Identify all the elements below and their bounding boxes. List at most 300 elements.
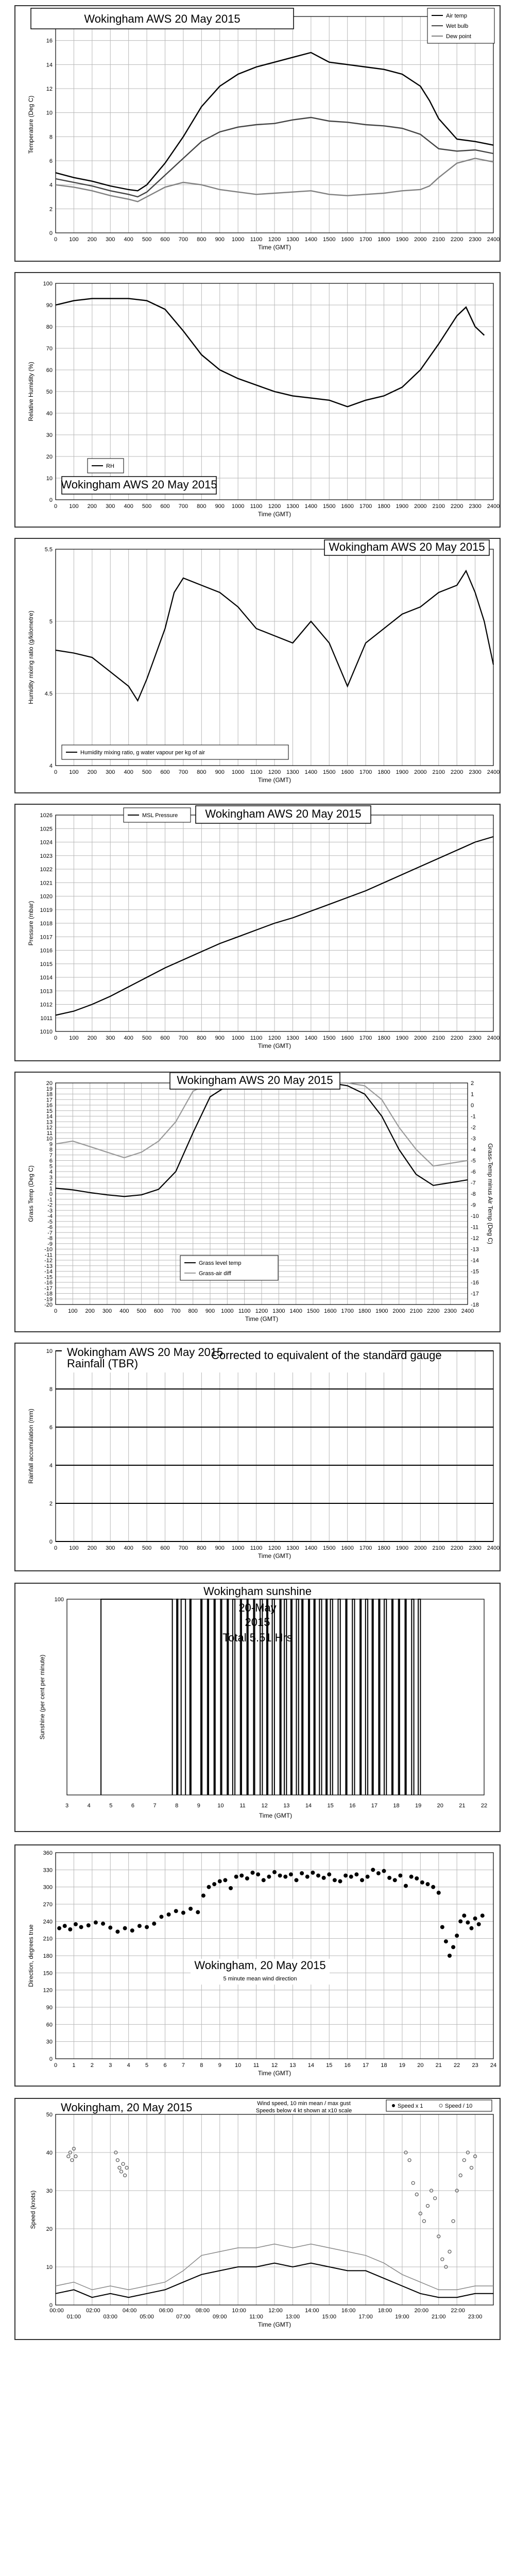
sunshine-bar: [372, 1599, 373, 1795]
low-speed-point: [422, 2219, 425, 2223]
chart-title-box: [31, 8, 294, 29]
x-tick-label: 0: [54, 769, 58, 775]
sunshine-chart: [15, 1584, 500, 1831]
y-tick-label: 10: [46, 476, 53, 482]
low-speed-point: [415, 2193, 418, 2196]
legend-label: Air temp: [446, 13, 467, 19]
x-tick-label: 2400: [487, 1035, 500, 1041]
y-tick-label: 12: [46, 1125, 53, 1131]
y-tick-label: 1023: [40, 853, 53, 859]
x-tick-label: 02:00: [86, 2308, 100, 2314]
y-tick-label: 0: [49, 230, 53, 236]
sunshine-bar: [384, 1599, 386, 1795]
x-tick-label: 7: [153, 1803, 157, 1809]
y-tick-label: 60: [46, 2022, 53, 2028]
x-tick-label: 12: [271, 2062, 278, 2069]
x-axis-label: Time (GMT): [258, 2070, 291, 2077]
y-tick-label: 1016: [40, 947, 53, 954]
y-tick-label: 5.5: [44, 547, 53, 553]
sunshine-bar: [331, 1599, 333, 1795]
direction-point: [305, 1875, 310, 1879]
x-tick-label: 700: [178, 503, 188, 510]
y-tick-label: 1014: [40, 975, 53, 981]
x-tick-label: 1400: [304, 769, 318, 775]
low-speed-point: [74, 2155, 77, 2158]
x-tick-label: 21: [435, 2062, 442, 2069]
y-tick-label: 100: [54, 1597, 64, 1603]
x-tick-label: 2400: [487, 769, 500, 775]
direction-point: [218, 1879, 222, 1884]
x-tick-label: 0: [54, 1545, 58, 1551]
x-tick-label: 1700: [359, 769, 372, 775]
x-tick-label: 700: [178, 1035, 188, 1041]
y-axis-label: Temperature (Deg C): [27, 95, 35, 154]
y-tick-label: -7: [47, 1230, 53, 1236]
y-tick-label: 330: [43, 1867, 53, 1874]
low-speed-point: [118, 2166, 121, 2170]
y-tick-label: 30: [46, 2039, 53, 2045]
direction-point: [283, 1875, 287, 1879]
y-tick-label: 90: [46, 2005, 53, 2011]
x-tick-label: 1300: [286, 503, 299, 510]
x-tick-label: 1200: [268, 1035, 281, 1041]
x-tick-label: 800: [197, 503, 207, 510]
y-tick-label: 5: [49, 619, 53, 625]
x-tick-label: 1600: [341, 1545, 354, 1551]
direction-point: [196, 1910, 200, 1914]
y-tick-label: -16: [44, 1280, 53, 1286]
y-tick-label: 300: [43, 1884, 53, 1891]
chart-title: Wokingham, 20 May 2015: [61, 2101, 193, 2114]
sunshine-bar: [253, 1599, 254, 1795]
low-speed-point: [411, 2181, 415, 2184]
direction-point: [466, 1921, 470, 1925]
x-tick-label: 1400: [304, 503, 318, 510]
chart-title-box: [324, 540, 489, 555]
x-tick-label: 11: [253, 2062, 260, 2069]
y-tick-label: 1026: [40, 812, 53, 819]
x-tick-label: 4: [87, 1803, 91, 1809]
y-tick-label: 4: [49, 763, 53, 769]
y-tick-label: 40: [46, 2150, 53, 2156]
y-tick-label: -12: [44, 1258, 53, 1264]
y-tick-label: 14: [46, 62, 53, 69]
x-tick-label: 200: [87, 769, 97, 775]
y-tick-label: -5: [47, 1218, 53, 1225]
y-tick-label: 70: [46, 346, 53, 352]
x-tick-label: 3: [65, 1803, 69, 1809]
x-tick-label: 08:00: [195, 2308, 210, 2314]
y-tick-label: 1020: [40, 893, 53, 900]
x-tick-label: 5: [109, 1803, 113, 1809]
sunshine-bar: [284, 1599, 286, 1795]
chart-title-box: [61, 477, 217, 494]
y2-tick-label: -8: [471, 1191, 476, 1197]
x-tick-label: 800: [197, 769, 207, 775]
y-tick-label: 4: [49, 1169, 53, 1175]
x-tick-label: 1200: [268, 1545, 281, 1551]
direction-point: [181, 1911, 185, 1915]
direction-point: [451, 1945, 455, 1949]
y2-tick-label: -7: [471, 1180, 476, 1187]
y-tick-label: 2: [49, 206, 53, 213]
legend: [427, 8, 494, 43]
sunshine-bar: [338, 1599, 340, 1795]
x-axis-label: Time (GMT): [245, 1315, 279, 1323]
x-tick-label: 1100: [250, 769, 263, 775]
y2-tick-label: -9: [471, 1202, 476, 1209]
y-tick-label: 10: [46, 1136, 53, 1142]
y-tick-label: 180: [43, 1953, 53, 1959]
x-tick-label: 1000: [231, 236, 245, 243]
x-tick-label: 2000: [414, 503, 427, 510]
x-tick-label: 20: [437, 1803, 443, 1809]
y2-tick-label: -15: [471, 1268, 479, 1275]
x-tick-label: 2200: [450, 769, 464, 775]
x-tick-label: 900: [215, 503, 225, 510]
sunshine-bar: [280, 1599, 281, 1795]
x-tick-label: 1500: [323, 769, 336, 775]
y-tick-label: 1015: [40, 961, 53, 968]
sunshine-bar: [346, 1599, 347, 1795]
x-tick-label: 800: [197, 236, 207, 243]
chart-title-box: [170, 1073, 340, 1089]
x-tick-label: 100: [69, 1035, 79, 1041]
x-tick-label: 1300: [272, 1308, 285, 1314]
direction-point: [393, 1878, 397, 1882]
y-tick-label: 18: [46, 1091, 53, 1098]
x-tick-label: 10: [217, 1803, 224, 1809]
y-tick-label: 1025: [40, 826, 53, 833]
direction-point: [278, 1873, 282, 1877]
x-tick-label: 300: [102, 1308, 112, 1314]
x-tick-label: 300: [106, 236, 115, 243]
sunshine-bar: [366, 1599, 368, 1795]
x-tick-label: 15:00: [322, 2314, 337, 2320]
sunshine-bar: [291, 1599, 292, 1795]
x-tick-label: 400: [124, 236, 133, 243]
y-tick-label: 4: [49, 1463, 53, 1469]
y2-tick-label: -1: [471, 1113, 476, 1120]
x-tick-label: 18: [381, 2062, 387, 2069]
y-tick-label: -13: [44, 1263, 53, 1269]
y-tick-label: 240: [43, 1919, 53, 1925]
x-tick-label: 8: [175, 1803, 179, 1809]
chart-subtitle: 5 minute mean wind direction: [223, 1976, 297, 1982]
x-tick-label: 1500: [323, 236, 336, 243]
x-tick-label: 04:00: [122, 2308, 137, 2314]
chart-title: Wokingham sunshine: [203, 1585, 312, 1598]
y-tick-label: 1013: [40, 988, 53, 995]
chart-title: Wokingham, 20 May 2015: [194, 1959, 326, 1972]
temperature-chart-panel: [14, 5, 501, 262]
x-tick-label: 1100: [250, 1035, 263, 1041]
legend: [62, 745, 288, 759]
x-tick-label: 1900: [396, 503, 409, 510]
x-tick-label: 03:00: [103, 2314, 118, 2320]
y2-tick-label: 1: [471, 1091, 474, 1098]
direction-point: [366, 1875, 370, 1879]
x-tick-label: 1700: [359, 236, 372, 243]
x-tick-label: 1400: [304, 236, 318, 243]
y2-tick-label: -12: [471, 1235, 479, 1242]
direction-point: [440, 1925, 444, 1929]
legend-label: Speed / 10: [445, 2103, 473, 2109]
grid: [56, 1351, 493, 1541]
y-tick-label: 50: [46, 2112, 53, 2118]
x-tick-label: 11:00: [249, 2314, 263, 2320]
y2-tick-label: -11: [471, 1224, 479, 1231]
x-tick-label: 600: [160, 769, 170, 775]
direction-point: [387, 1876, 391, 1880]
y-tick-label: 4.5: [44, 691, 53, 697]
legend-label: Wet bulb: [446, 23, 469, 29]
y-tick-label: -1: [47, 1196, 53, 1203]
x-tick-label: 2100: [432, 1035, 445, 1041]
direction-point: [437, 1891, 441, 1895]
y-axis-label: Grass Temp (Deg C): [27, 1165, 35, 1222]
x-tick-label: 1000: [231, 1035, 245, 1041]
wind-direction-chart-panel: [14, 1844, 501, 2087]
y2-tick-label: 0: [471, 1103, 474, 1109]
low-speed-point: [459, 2174, 462, 2177]
x-tick-label: 1000: [231, 503, 245, 510]
x-tick-label: 1600: [324, 1308, 337, 1314]
legend-label: MSL Pressure: [142, 812, 178, 819]
y-tick-label: 1011: [40, 1015, 53, 1022]
direction-point: [267, 1875, 271, 1879]
x-tick-label: 2000: [414, 769, 427, 775]
y-tick-label: 20: [46, 2226, 53, 2232]
y-tick-label: 20: [46, 454, 53, 460]
direction-point: [462, 1913, 466, 1918]
y-tick-label: 360: [43, 1850, 53, 1856]
x-tick-label: 100: [69, 1545, 79, 1551]
x-tick-label: 1300: [286, 1035, 299, 1041]
x-tick-label: 06:00: [159, 2308, 174, 2314]
y-tick-label: 9: [49, 1141, 53, 1148]
pressure-chart-panel: [14, 804, 501, 1061]
x-tick-label: 7: [181, 2062, 185, 2069]
direction-point: [311, 1871, 315, 1875]
series-line: [56, 298, 484, 406]
x-tick-label: 13: [289, 2062, 296, 2069]
y-tick-label: 1021: [40, 880, 53, 887]
legend-label: Speed x 1: [398, 2103, 423, 2109]
x-tick-label: 900: [205, 1308, 215, 1314]
direction-point: [300, 1871, 304, 1875]
x-tick-label: 1700: [359, 503, 372, 510]
y-tick-label: -17: [44, 1285, 53, 1292]
x-tick-label: 500: [142, 503, 152, 510]
x-tick-label: 1800: [377, 1035, 390, 1041]
y-tick-label: 10: [46, 2264, 53, 2270]
direction-point: [68, 1927, 72, 1931]
x-tick-label: 15: [326, 2062, 333, 2069]
x-tick-label: 2100: [432, 503, 445, 510]
direction-point: [470, 1926, 474, 1930]
y2-tick-label: -16: [471, 1280, 479, 1286]
x-tick-label: 1000: [231, 769, 245, 775]
x-tick-label: 300: [106, 1035, 115, 1041]
x-tick-label: 400: [124, 1035, 133, 1041]
direction-point: [201, 1893, 205, 1897]
y-tick-label: 15: [46, 1108, 53, 1114]
x-tick-label: 21:00: [431, 2314, 446, 2320]
mixing-ratio-chart: [15, 539, 500, 792]
chart-title: Wokingham AWS 20 May 2015: [177, 1074, 333, 1087]
direction-point: [212, 1882, 216, 1886]
direction-point: [404, 1884, 408, 1888]
direction-point: [344, 1873, 348, 1877]
direction-point: [376, 1871, 381, 1875]
y-tick-label: -20: [44, 1302, 53, 1308]
humidity-chart-panel: [14, 272, 501, 528]
low-speed-point: [120, 2170, 123, 2173]
sunshine-bar: [208, 1599, 209, 1795]
sunshine-bar: [190, 1599, 191, 1795]
x-tick-label: 3: [109, 2062, 112, 2069]
sunshine-bar: [227, 1599, 228, 1795]
grid: [56, 2114, 493, 2305]
x-tick-label: 900: [215, 1035, 225, 1041]
x-tick-label: 1500: [323, 503, 336, 510]
y-tick-label: 6: [49, 1425, 53, 1431]
direction-point: [123, 1926, 127, 1930]
sunshine-bar: [411, 1599, 414, 1795]
direction-point: [207, 1885, 211, 1889]
x-tick-label: 1500: [323, 1545, 336, 1551]
y-tick-label: 5: [49, 1163, 53, 1170]
x-tick-label: 21: [459, 1803, 466, 1809]
x-tick-label: 2000: [414, 1545, 427, 1551]
y2-tick-label: -13: [471, 1246, 479, 1253]
x-tick-label: 09:00: [212, 2314, 227, 2320]
y-tick-label: 6: [49, 1158, 53, 1164]
direction-point: [262, 1878, 266, 1882]
x-tick-label: 600: [160, 1545, 170, 1551]
y-tick-label: 8: [49, 134, 53, 141]
y-tick-label: -15: [44, 1274, 53, 1281]
sunshine-bar: [308, 1599, 310, 1795]
x-tick-label: 1000: [231, 1545, 245, 1551]
sunshine-bar: [267, 1599, 268, 1795]
x-axis-label: Time (GMT): [259, 1812, 293, 1819]
x-axis-label: Time (GMT): [258, 1042, 291, 1049]
x-tick-label: 1700: [359, 1035, 372, 1041]
y-axis-label: Pressure (mbar): [27, 901, 35, 946]
x-tick-label: 2400: [487, 503, 500, 510]
x-tick-label: 100: [69, 236, 79, 243]
sunshine-bar: [379, 1599, 380, 1795]
direction-point: [63, 1924, 67, 1928]
direction-point: [333, 1878, 337, 1882]
y-tick-label: 11: [46, 1130, 53, 1137]
x-tick-label: 600: [160, 1035, 170, 1041]
y-tick-label: 1022: [40, 867, 53, 873]
x-tick-label: 13: [283, 1803, 290, 1809]
x-tick-label: 5: [145, 2062, 149, 2069]
x-tick-label: 11: [239, 1803, 246, 1809]
y-tick-label: 12: [46, 86, 53, 92]
y2-tick-label: 2: [471, 1080, 474, 1087]
x-tick-label: 1100: [238, 1308, 251, 1314]
low-speed-point: [116, 2159, 119, 2162]
x-tick-label: 00:00: [49, 2308, 64, 2314]
y-tick-label: 2: [49, 1180, 53, 1187]
legend-label: Grass level temp: [199, 1260, 242, 1266]
x-tick-label: 19:00: [395, 2314, 409, 2320]
direction-point: [458, 1919, 462, 1923]
legend-swatch: [392, 2104, 395, 2107]
x-tick-label: 17: [362, 2062, 369, 2069]
y-tick-label: 1017: [40, 934, 53, 941]
x-tick-label: 16: [349, 1803, 356, 1809]
x-tick-label: 18: [393, 1803, 400, 1809]
y-tick-label: 60: [46, 367, 53, 374]
x-tick-label: 200: [85, 1308, 95, 1314]
y-axis-label: Sunshine (per cent per minute): [39, 1654, 46, 1740]
sunshine-chart-panel: [14, 1583, 501, 1832]
chart-title: Wokingham AWS 20 May 2015: [329, 540, 485, 553]
grass-temperature-chart: [15, 1073, 500, 1331]
x-tick-label: 500: [142, 236, 152, 243]
x-tick-label: 1400: [289, 1308, 302, 1314]
x-tick-label: 23:00: [468, 2314, 483, 2320]
x-tick-label: 500: [142, 769, 152, 775]
x-tick-label: 14:00: [305, 2308, 319, 2314]
direction-point: [398, 1873, 402, 1877]
x-tick-label: 1300: [286, 769, 299, 775]
chart-title: Wokingham AWS 20 May 2015: [67, 1346, 224, 1359]
x-tick-label: 10: [235, 2062, 242, 2069]
x-tick-label: 1600: [341, 236, 354, 243]
x-tick-label: 1200: [268, 236, 281, 243]
sunshine-bar: [201, 1599, 202, 1795]
x-tick-label: 1900: [375, 1308, 388, 1314]
y2-tick-label: -10: [471, 1213, 479, 1219]
x-tick-label: 1600: [341, 769, 354, 775]
x-tick-label: 2: [90, 2062, 94, 2069]
y-tick-label: 100: [43, 281, 53, 287]
x-tick-label: 800: [197, 1035, 207, 1041]
direction-point: [354, 1872, 358, 1876]
sunshine-bar: [247, 1599, 248, 1795]
x-tick-label: 300: [106, 1545, 115, 1551]
x-tick-label: 900: [215, 1545, 225, 1551]
x-tick-label: 700: [178, 769, 188, 775]
x-tick-label: 05:00: [140, 2314, 154, 2320]
y-tick-label: 8: [49, 1147, 53, 1153]
direction-point: [152, 1922, 156, 1926]
y-tick-label: -9: [47, 1241, 53, 1247]
legend: [124, 808, 191, 822]
x-tick-label: 2100: [409, 1308, 423, 1314]
direction-point: [159, 1914, 163, 1919]
sunshine-bar: [360, 1599, 361, 1795]
sunshine-bar: [272, 1599, 274, 1795]
x-axis-label: Time (GMT): [258, 776, 291, 784]
y-tick-label: -3: [47, 1208, 53, 1214]
direction-point: [371, 1868, 375, 1872]
x-tick-label: 1900: [396, 1035, 409, 1041]
sunshine-bar: [405, 1599, 406, 1795]
x-tick-label: 1800: [377, 236, 390, 243]
rainfall-chart-panel: [14, 1343, 501, 1571]
chart-subtitle: Rainfall (TBR): [67, 1357, 139, 1370]
direction-point: [455, 1934, 459, 1938]
low-speed-point: [462, 2159, 466, 2162]
